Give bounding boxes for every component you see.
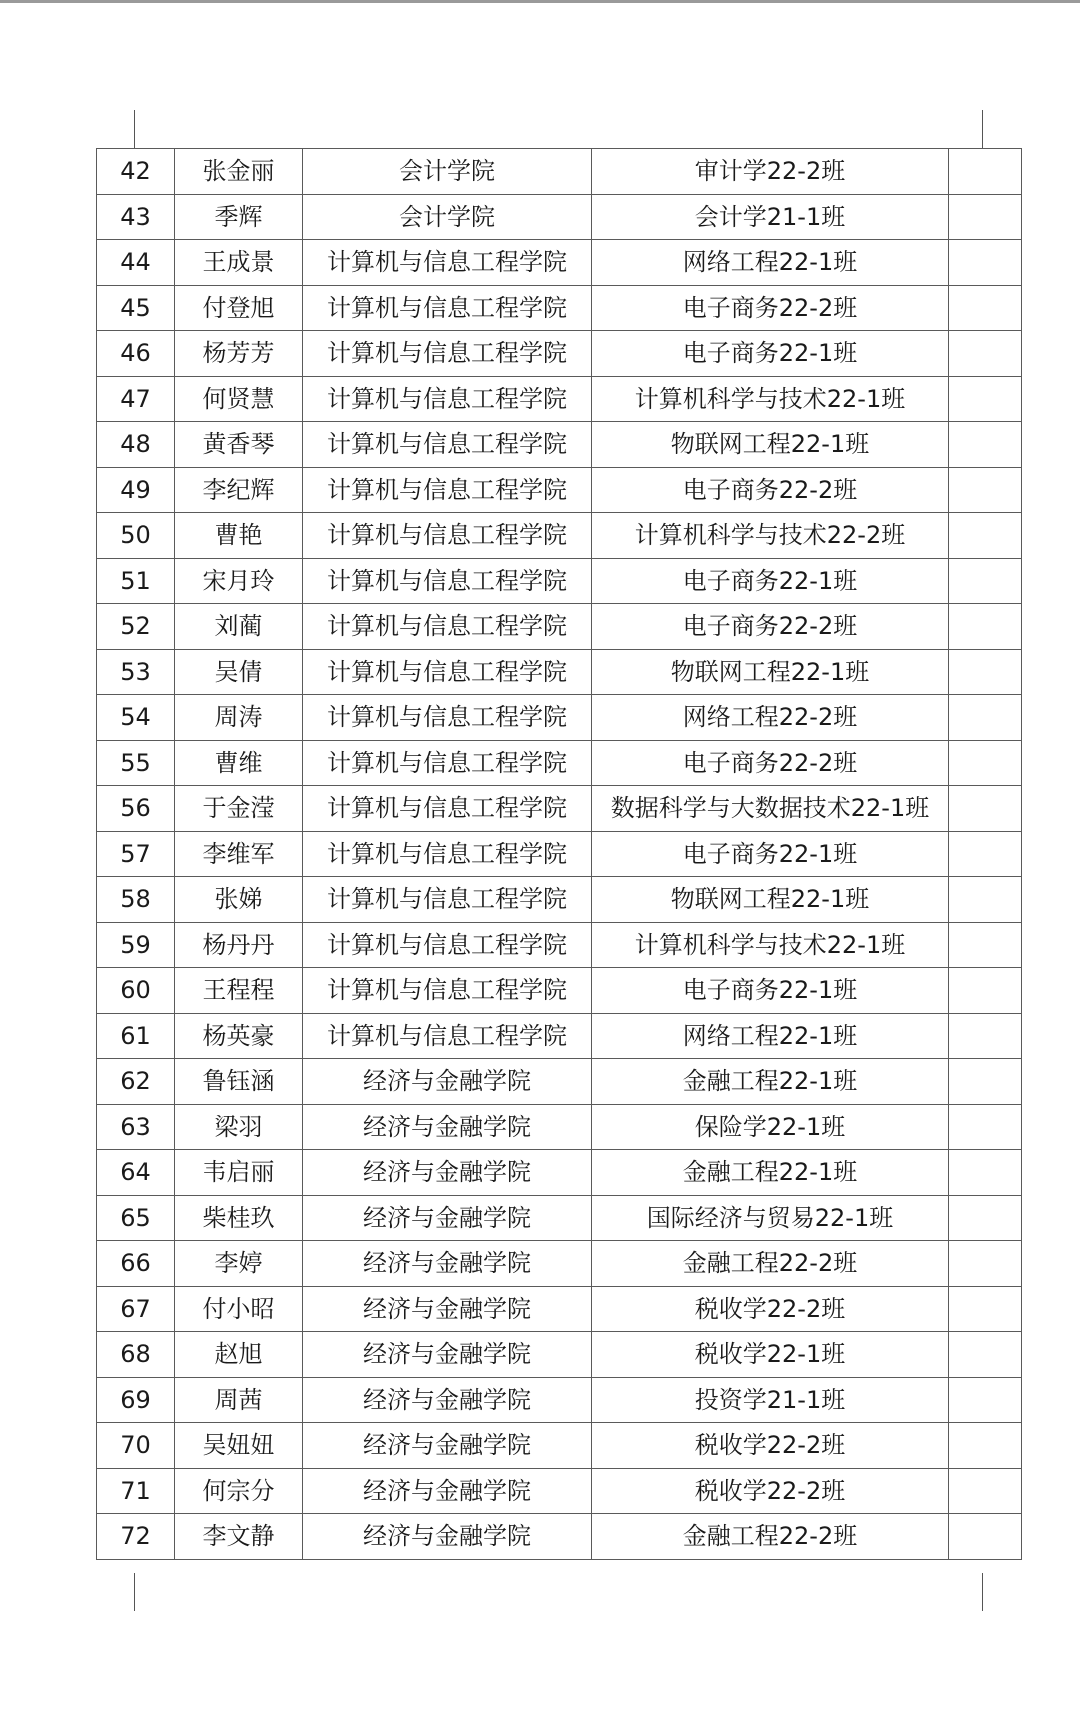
row-number-cell: 57 — [97, 831, 175, 877]
student-name-cell: 吴妞妞 — [175, 1423, 303, 1469]
row-number-cell: 61 — [97, 1013, 175, 1059]
table-row — [97, 1059, 1022, 1105]
class-cell: 网络工程22-1班 — [592, 1013, 949, 1059]
college-cell: 计算机与信息工程学院 — [303, 604, 592, 650]
student-name-cell: 王成景 — [175, 240, 303, 286]
note-cell — [949, 1059, 1022, 1105]
student-name-cell: 韦启丽 — [175, 1150, 303, 1196]
note-cell — [949, 513, 1022, 559]
note-cell — [949, 285, 1022, 331]
table-row — [97, 1332, 1022, 1378]
row-number-cell: 55 — [97, 740, 175, 786]
table-row — [97, 1514, 1022, 1560]
note-cell — [949, 1423, 1022, 1469]
note-cell — [949, 649, 1022, 695]
table-row — [97, 968, 1022, 1014]
student-name-cell: 季辉 — [175, 194, 303, 240]
table-row — [97, 149, 1022, 195]
college-cell: 经济与金融学院 — [303, 1104, 592, 1150]
page-top-edge — [0, 0, 1080, 3]
student-name-cell: 柴桂玖 — [175, 1195, 303, 1241]
note-cell — [949, 1332, 1022, 1378]
table-row — [97, 695, 1022, 741]
note-cell — [949, 831, 1022, 877]
roster-body — [97, 149, 1022, 1560]
class-cell: 网络工程22-2班 — [592, 695, 949, 741]
class-cell: 电子商务22-2班 — [592, 740, 949, 786]
note-cell — [949, 1195, 1022, 1241]
table-row — [97, 1377, 1022, 1423]
student-name-cell: 杨英豪 — [175, 1013, 303, 1059]
college-cell: 经济与金融学院 — [303, 1468, 592, 1514]
table-row — [97, 240, 1022, 286]
college-cell: 计算机与信息工程学院 — [303, 331, 592, 377]
student-name-cell: 吴倩 — [175, 649, 303, 695]
college-cell: 经济与金融学院 — [303, 1241, 592, 1287]
table-row — [97, 558, 1022, 604]
row-number-cell: 50 — [97, 513, 175, 559]
class-cell: 税收学22-2班 — [592, 1286, 949, 1332]
student-name-cell: 曹艳 — [175, 513, 303, 559]
college-cell: 经济与金融学院 — [303, 1286, 592, 1332]
class-cell: 物联网工程22-1班 — [592, 649, 949, 695]
class-cell: 电子商务22-1班 — [592, 558, 949, 604]
table-row — [97, 513, 1022, 559]
class-cell: 税收学22-2班 — [592, 1423, 949, 1469]
note-cell — [949, 968, 1022, 1014]
student-name-cell: 李婷 — [175, 1241, 303, 1287]
college-cell: 计算机与信息工程学院 — [303, 740, 592, 786]
row-number-cell: 63 — [97, 1104, 175, 1150]
college-cell: 计算机与信息工程学院 — [303, 695, 592, 741]
row-number-cell: 49 — [97, 467, 175, 513]
row-number-cell: 58 — [97, 877, 175, 923]
row-number-cell: 56 — [97, 786, 175, 832]
note-cell — [949, 240, 1022, 286]
crop-mark-bottom-left — [134, 1573, 135, 1611]
student-name-cell: 张金丽 — [175, 149, 303, 195]
note-cell — [949, 922, 1022, 968]
note-cell — [949, 877, 1022, 923]
student-name-cell: 周茜 — [175, 1377, 303, 1423]
note-cell — [949, 331, 1022, 377]
class-cell: 税收学22-2班 — [592, 1468, 949, 1514]
college-cell: 计算机与信息工程学院 — [303, 831, 592, 877]
college-cell: 经济与金融学院 — [303, 1150, 592, 1196]
note-cell — [949, 604, 1022, 650]
college-cell: 计算机与信息工程学院 — [303, 649, 592, 695]
table-row — [97, 1286, 1022, 1332]
class-cell: 计算机科学与技术22-2班 — [592, 513, 949, 559]
class-cell: 电子商务22-1班 — [592, 831, 949, 877]
note-cell — [949, 1514, 1022, 1560]
table-row — [97, 467, 1022, 513]
class-cell: 金融工程22-2班 — [592, 1514, 949, 1560]
row-number-cell: 47 — [97, 376, 175, 422]
table-row — [97, 422, 1022, 468]
student-name-cell: 刘蔺 — [175, 604, 303, 650]
class-cell: 投资学21-1班 — [592, 1377, 949, 1423]
class-cell: 电子商务22-2班 — [592, 467, 949, 513]
table-row — [97, 740, 1022, 786]
table-row — [97, 376, 1022, 422]
college-cell: 计算机与信息工程学院 — [303, 513, 592, 559]
table-row — [97, 831, 1022, 877]
row-number-cell: 42 — [97, 149, 175, 195]
college-cell: 计算机与信息工程学院 — [303, 558, 592, 604]
class-cell: 保险学22-1班 — [592, 1104, 949, 1150]
note-cell — [949, 467, 1022, 513]
row-number-cell: 45 — [97, 285, 175, 331]
row-number-cell: 64 — [97, 1150, 175, 1196]
student-name-cell: 黄香琴 — [175, 422, 303, 468]
table-row — [97, 877, 1022, 923]
row-number-cell: 72 — [97, 1514, 175, 1560]
note-cell — [949, 376, 1022, 422]
table-row — [97, 922, 1022, 968]
student-name-cell: 杨丹丹 — [175, 922, 303, 968]
college-cell: 会计学院 — [303, 149, 592, 195]
note-cell — [949, 740, 1022, 786]
student-name-cell: 李纪辉 — [175, 467, 303, 513]
table-row — [97, 649, 1022, 695]
class-cell: 电子商务22-2班 — [592, 285, 949, 331]
class-cell: 计算机科学与技术22-1班 — [592, 922, 949, 968]
row-number-cell: 43 — [97, 194, 175, 240]
college-cell: 计算机与信息工程学院 — [303, 240, 592, 286]
table-row — [97, 1423, 1022, 1469]
crop-mark-bottom-right — [982, 1573, 983, 1611]
table-row — [97, 1468, 1022, 1514]
student-name-cell: 鲁钰涵 — [175, 1059, 303, 1105]
class-cell: 电子商务22-1班 — [592, 331, 949, 377]
college-cell: 计算机与信息工程学院 — [303, 877, 592, 923]
table-row — [97, 1241, 1022, 1287]
class-cell: 税收学22-1班 — [592, 1332, 949, 1378]
college-cell: 计算机与信息工程学院 — [303, 922, 592, 968]
note-cell — [949, 149, 1022, 195]
note-cell — [949, 1013, 1022, 1059]
row-number-cell: 52 — [97, 604, 175, 650]
student-roster-table — [96, 148, 1022, 1560]
college-cell: 经济与金融学院 — [303, 1195, 592, 1241]
table-row — [97, 1195, 1022, 1241]
row-number-cell: 51 — [97, 558, 175, 604]
class-cell: 电子商务22-1班 — [592, 968, 949, 1014]
college-cell: 计算机与信息工程学院 — [303, 376, 592, 422]
note-cell — [949, 1377, 1022, 1423]
class-cell: 金融工程22-1班 — [592, 1150, 949, 1196]
row-number-cell: 53 — [97, 649, 175, 695]
student-name-cell: 周涛 — [175, 695, 303, 741]
row-number-cell: 54 — [97, 695, 175, 741]
class-cell: 审计学22-2班 — [592, 149, 949, 195]
table-row — [97, 194, 1022, 240]
class-cell: 金融工程22-2班 — [592, 1241, 949, 1287]
college-cell: 经济与金融学院 — [303, 1514, 592, 1560]
class-cell: 电子商务22-2班 — [592, 604, 949, 650]
table-row — [97, 1150, 1022, 1196]
student-name-cell: 李维军 — [175, 831, 303, 877]
student-name-cell: 何贤慧 — [175, 376, 303, 422]
note-cell — [949, 194, 1022, 240]
table-row — [97, 1104, 1022, 1150]
student-name-cell: 曹维 — [175, 740, 303, 786]
class-cell: 金融工程22-1班 — [592, 1059, 949, 1105]
row-number-cell: 48 — [97, 422, 175, 468]
student-name-cell: 赵旭 — [175, 1332, 303, 1378]
note-cell — [949, 1241, 1022, 1287]
table-row — [97, 1013, 1022, 1059]
row-number-cell: 71 — [97, 1468, 175, 1514]
row-number-cell: 67 — [97, 1286, 175, 1332]
college-cell: 经济与金融学院 — [303, 1377, 592, 1423]
student-name-cell: 于金滢 — [175, 786, 303, 832]
crop-mark-top-left — [134, 110, 135, 148]
college-cell: 计算机与信息工程学院 — [303, 285, 592, 331]
student-name-cell: 梁羽 — [175, 1104, 303, 1150]
row-number-cell: 66 — [97, 1241, 175, 1287]
row-number-cell: 59 — [97, 922, 175, 968]
table-row — [97, 786, 1022, 832]
row-number-cell: 65 — [97, 1195, 175, 1241]
note-cell — [949, 558, 1022, 604]
college-cell: 经济与金融学院 — [303, 1059, 592, 1105]
table-row — [97, 604, 1022, 650]
college-cell: 计算机与信息工程学院 — [303, 422, 592, 468]
student-name-cell: 李文静 — [175, 1514, 303, 1560]
college-cell: 会计学院 — [303, 194, 592, 240]
student-name-cell: 付小昭 — [175, 1286, 303, 1332]
row-number-cell: 68 — [97, 1332, 175, 1378]
college-cell: 计算机与信息工程学院 — [303, 1013, 592, 1059]
class-cell: 计算机科学与技术22-1班 — [592, 376, 949, 422]
student-name-cell: 张娣 — [175, 877, 303, 923]
student-name-cell: 何宗分 — [175, 1468, 303, 1514]
student-name-cell: 宋月玲 — [175, 558, 303, 604]
note-cell — [949, 695, 1022, 741]
note-cell — [949, 1468, 1022, 1514]
college-cell: 经济与金融学院 — [303, 1332, 592, 1378]
class-cell: 物联网工程22-1班 — [592, 422, 949, 468]
row-number-cell: 44 — [97, 240, 175, 286]
row-number-cell: 60 — [97, 968, 175, 1014]
crop-mark-top-right — [982, 110, 983, 148]
college-cell: 经济与金融学院 — [303, 1423, 592, 1469]
table-row — [97, 285, 1022, 331]
college-cell: 计算机与信息工程学院 — [303, 968, 592, 1014]
class-cell: 数据科学与大数据技术22-1班 — [592, 786, 949, 832]
student-name-cell: 杨芳芳 — [175, 331, 303, 377]
class-cell: 会计学21-1班 — [592, 194, 949, 240]
note-cell — [949, 1286, 1022, 1332]
student-name-cell: 王程程 — [175, 968, 303, 1014]
note-cell — [949, 1150, 1022, 1196]
college-cell: 计算机与信息工程学院 — [303, 467, 592, 513]
note-cell — [949, 422, 1022, 468]
note-cell — [949, 786, 1022, 832]
college-cell: 计算机与信息工程学院 — [303, 786, 592, 832]
row-number-cell: 62 — [97, 1059, 175, 1105]
class-cell: 物联网工程22-1班 — [592, 877, 949, 923]
row-number-cell: 69 — [97, 1377, 175, 1423]
class-cell: 网络工程22-1班 — [592, 240, 949, 286]
student-name-cell: 付登旭 — [175, 285, 303, 331]
note-cell — [949, 1104, 1022, 1150]
row-number-cell: 70 — [97, 1423, 175, 1469]
table-row — [97, 331, 1022, 377]
class-cell: 国际经济与贸易22-1班 — [592, 1195, 949, 1241]
row-number-cell: 46 — [97, 331, 175, 377]
